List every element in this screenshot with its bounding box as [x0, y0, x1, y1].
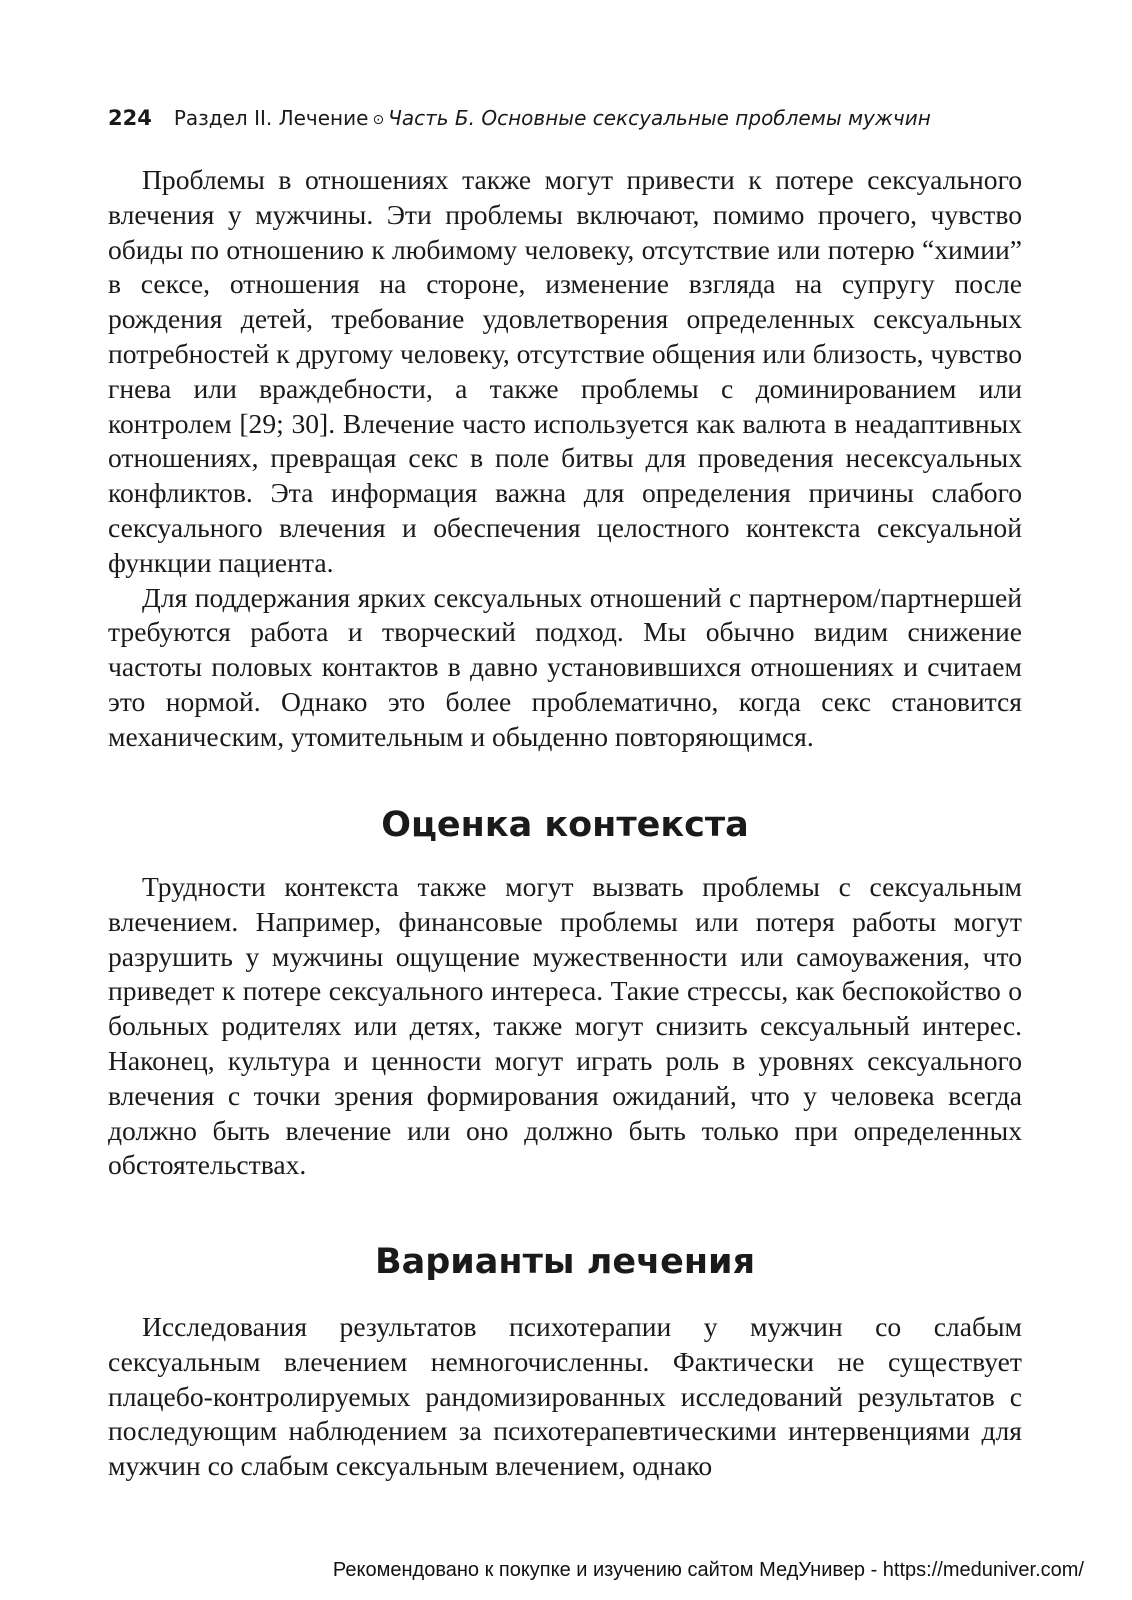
- heading-context-assessment: Оценка контекста: [381, 805, 749, 845]
- paragraph-context-difficulties: Трудности контекста также могут вызвать проблемы с сексуальным влечением. Например, финансовые проблемы или потеря работы могут разрушить у мужчины ощущение мужественности или самоуважения, что приведет к потере сексуального интереса. Такие стрессы, как беспокойство о больных родителях или детях, также могут снизить сексуальный интерес. Наконец, культура и ценности могут играть роль в уровнях сексуального влечения с точки зрения формирования ожиданий, что у человека всегда должно быть влечение или оно должно быть только при определенных обстоятельствах.: [108, 871, 1022, 1181]
- part-title: Часть Б. Основные сексуальные проблемы мужчин: [388, 106, 931, 130]
- text-block-treatment: [108, 1310, 1022, 1484]
- text-block-context: [108, 870, 1022, 1183]
- text-block-relationships: [108, 163, 1022, 755]
- heading-treatment-options: Варианты лечения: [374, 1242, 756, 1282]
- footer-recommendation: Рекомендовано к покупке и изучению сайтом МедУнивер - https://meduniver.com/: [332, 1559, 1084, 1581]
- paragraph-treatment-research: Исследования результатов психотерапии у мужчин со слабым сексуальным влечением немногочисленны. Фактически не существует плацебо-контролируемых рандомизированных исследований результатов с последующим наблюдением за психотерапевтическими интервенциями для мужчин со слабым сексуальным влечением, однако: [108, 1311, 1022, 1482]
- running-head: [108, 100, 1028, 136]
- paragraph-relationship-problems: Проблемы в отношениях также могут привести к потере сексуального влечения у мужчины. Эти проблемы включают, помимо прочего, чувство обиды по отношению к любимому человеку, отсутствие или потерю “химии” в сексе, отношения на стороне, изменение взгляда на супругу после рождения детей, требование удовлетворения определенных сексуальных потребностей к другому человеку, отсутствие общения или близость, чувство гнева или враждебности, а также проблемы с доминированием или контролем [29; 30]. Влечение часто используется как валюта в неадаптивных отношениях, превращая секс в поле битвы для проведения несексуальных конфликтов. Эта информация важна для определения причины слабого сексуального влечения и обеспечения целостного контекста сексуальной функции пациента.: [108, 164, 1022, 578]
- section-title: Раздел II. Лечение: [173, 106, 369, 130]
- page-number: 224: [108, 106, 152, 130]
- paragraph-relationship-maintenance: Для поддержания ярких сексуальных отношений с партнером/партнершей требуются работа и творческий подход. Мы обычно видим снижение частоты половых контактов в давно установившихся отношениях и считаем это нормой. Однако это более проблематично, когда секс становится механическим, утомительным и обыденно повторяющимся.: [108, 581, 1022, 752]
- separator-icon: ⊙: [372, 112, 385, 128]
